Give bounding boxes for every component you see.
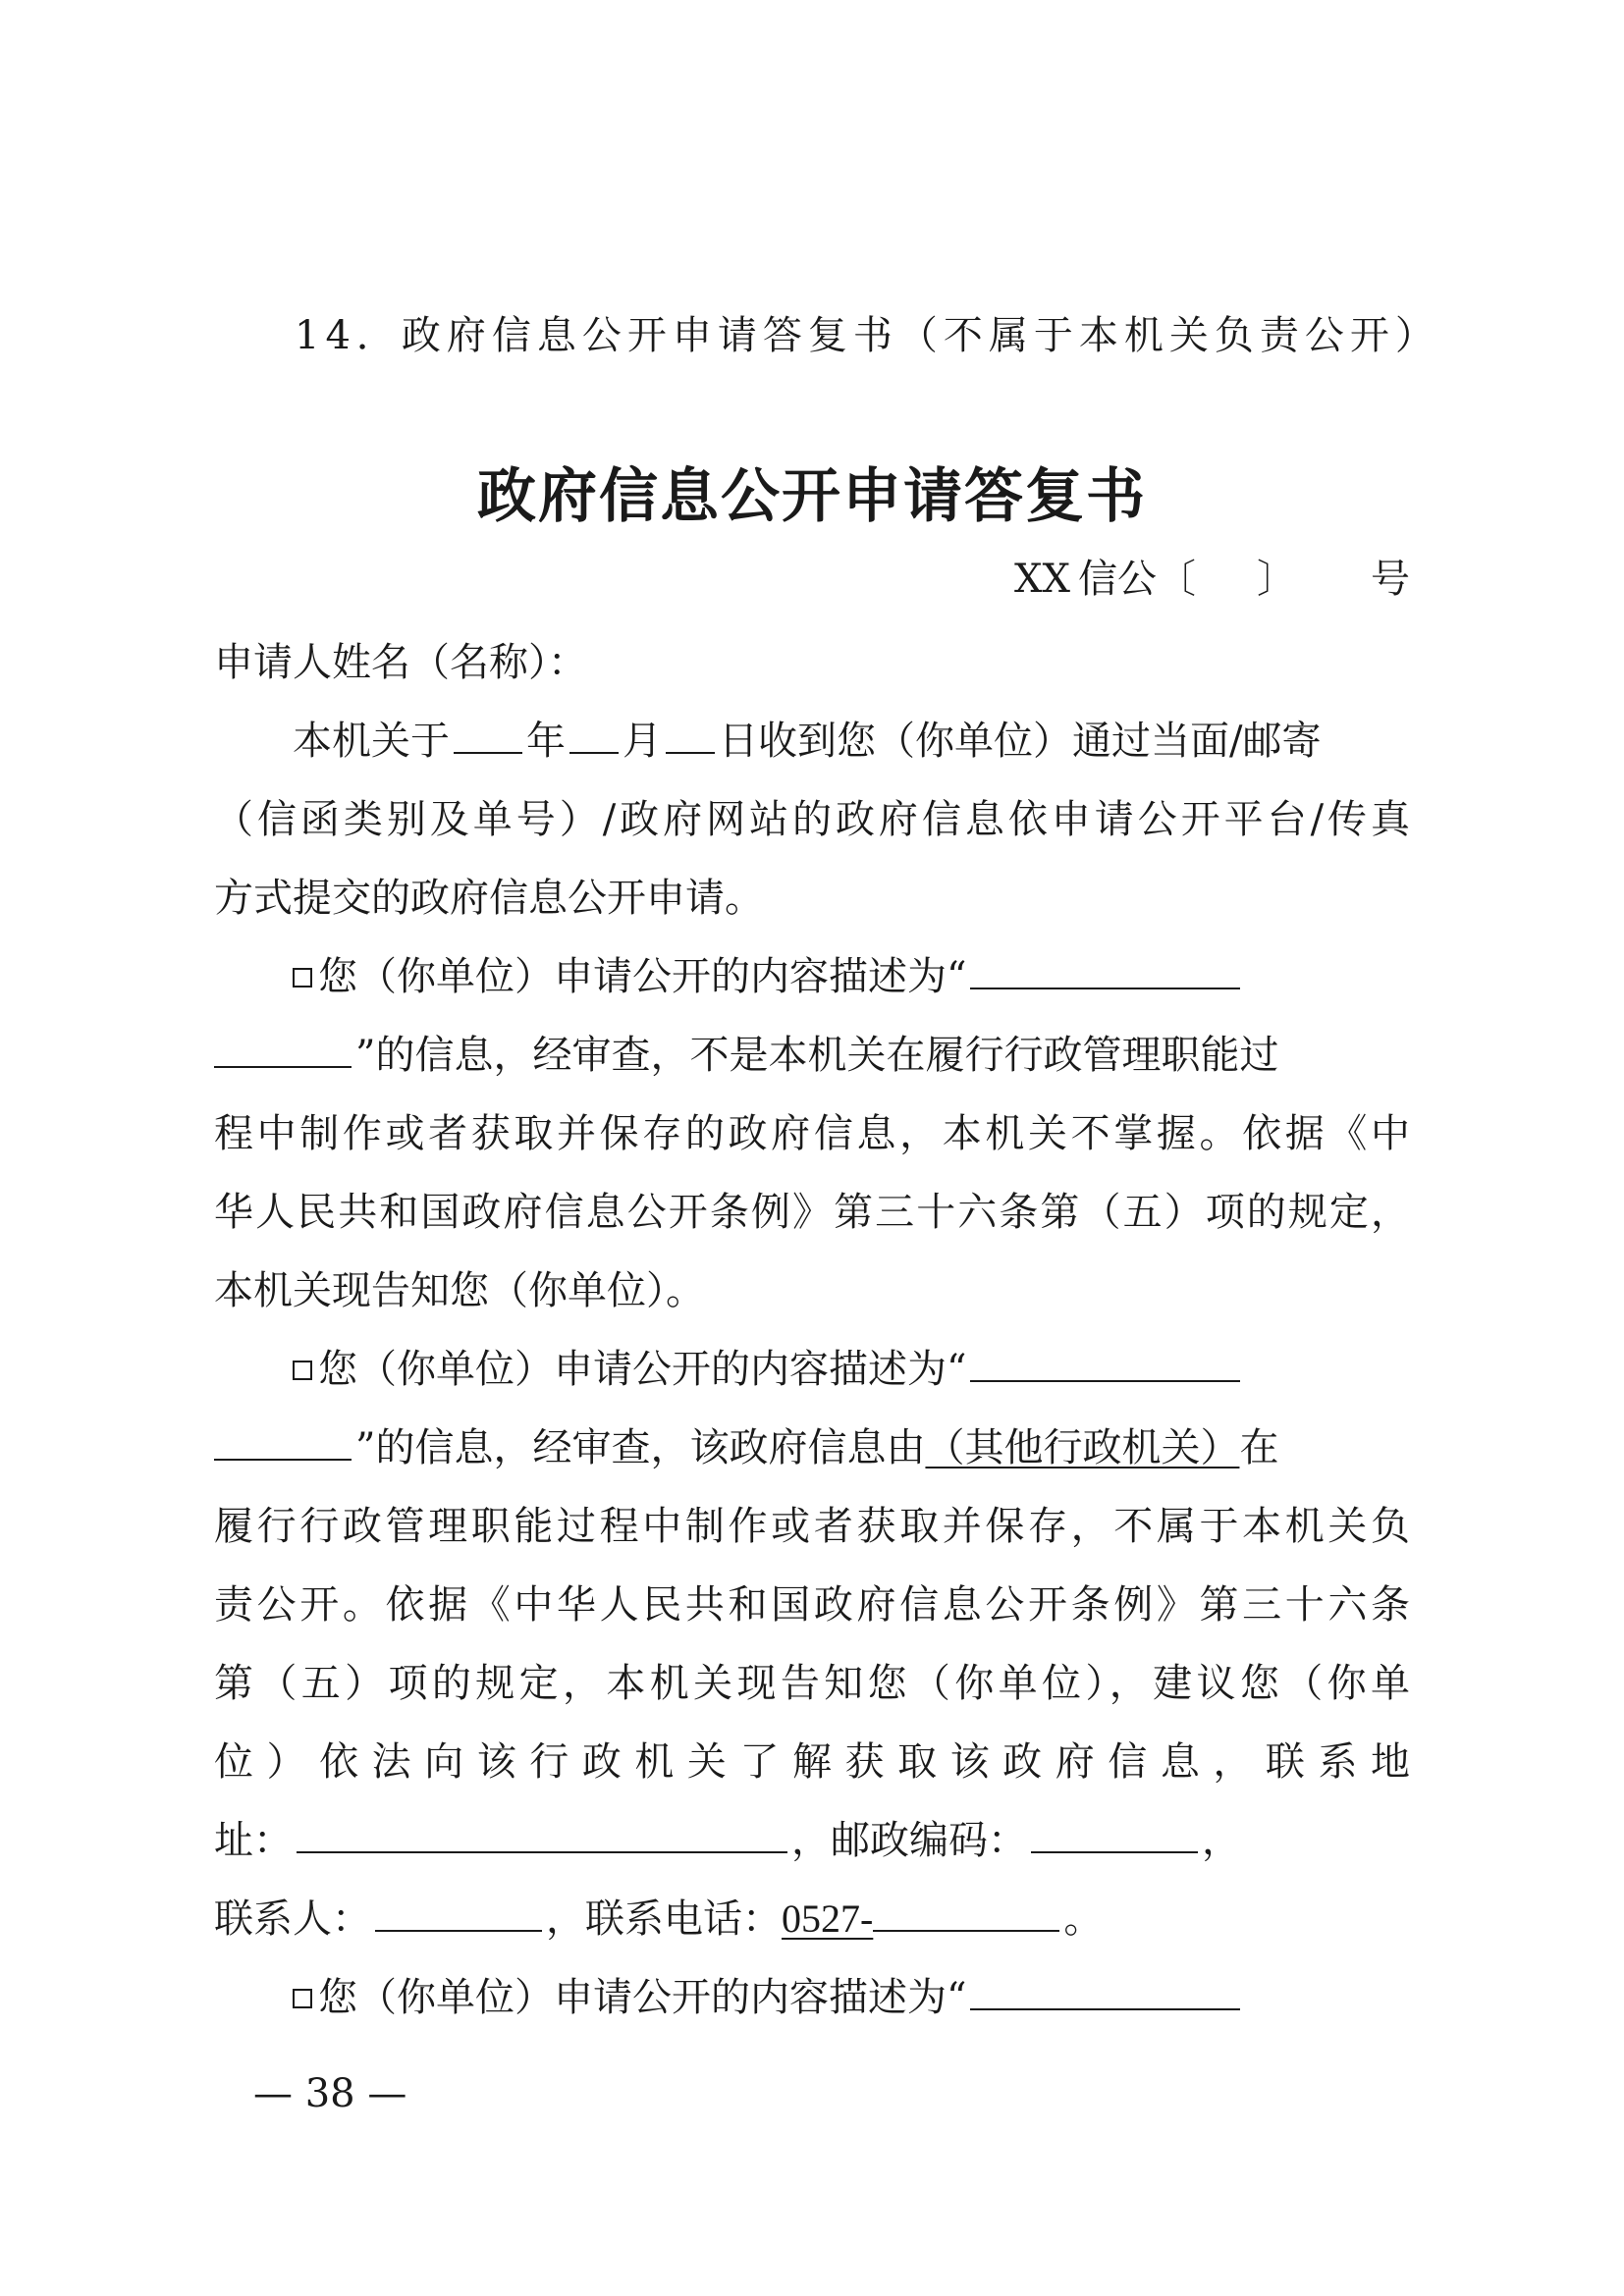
option2-text-2: ”的信息，经审查，该政府信息由 <box>355 1425 926 1470</box>
address-trailing-comma: ， <box>1202 1818 1241 1863</box>
option2-contact-line <box>214 1880 1410 1958</box>
option1-text-2: ”的信息，经审查，不是本机关在履行行政管理职能过 <box>355 1033 1279 1078</box>
receipt-month: 月 <box>623 719 662 764</box>
option2-text-1: 您（你单位）申请公开的内容描述为“ <box>318 1347 967 1392</box>
option2-address-line <box>214 1801 1410 1880</box>
applicant-label: 申请人姓名（名称）： <box>214 640 587 685</box>
option2-line-2 <box>214 1409 1410 1487</box>
address-blank[interactable] <box>297 1806 787 1853</box>
receipt-day-rest: 日收到您（你单位）通过当面/邮寄 <box>719 719 1322 764</box>
section-heading: 14．政府信息公开申请答复书（不属于本机关负责公开） <box>295 313 1440 358</box>
option1-line-1 <box>214 937 1410 1016</box>
option3-checkbox[interactable] <box>293 1989 312 2008</box>
option2-line-6: 位）依法向该行政机关了解获取该政府信息，联系地 <box>214 1739 1410 1785</box>
option1-line-2 <box>214 1016 1410 1095</box>
contact-person-blank[interactable] <box>375 1885 542 1932</box>
address-label: 址： <box>214 1818 293 1863</box>
doc-number-suffix: 号 <box>1371 557 1410 602</box>
document-title: 政府信息公开申请答复书 <box>477 462 1147 531</box>
document-body <box>214 623 1410 2037</box>
option1-line-4: 华人民共和国政府信息公开条例》第三十六条第（五）项的规定， <box>214 1190 1410 1235</box>
receipt-line-1 <box>214 702 1410 780</box>
postcode-blank[interactable] <box>1031 1806 1198 1853</box>
option3-text-1: 您（你单位）申请公开的内容描述为“ <box>318 1975 967 2020</box>
doc-number-label: 信公〔 <box>1078 557 1196 602</box>
year-blank[interactable] <box>454 707 522 754</box>
contact-label: 联系人： <box>214 1896 371 1942</box>
option1-checkbox[interactable] <box>293 968 312 988</box>
postcode-label: ，邮政编码： <box>791 1818 1027 1863</box>
phone-prefix[interactable]: 0527- <box>782 1896 874 1941</box>
other-agency-field[interactable]: （其他行政机关） <box>925 1425 1240 1470</box>
option1-content-blank-b[interactable] <box>214 1021 352 1068</box>
doc-number-close-bracket: 〕 <box>1257 557 1296 602</box>
receipt-line-3: 方式提交的政府信息公开申请。 <box>214 876 764 921</box>
option2-line-3: 履行行政管理职能过程中制作或者获取并保存，不属于本机关负 <box>214 1504 1410 1549</box>
day-blank[interactable] <box>666 707 715 754</box>
option2-line-4: 责公开。依据《中华人民共和国政府信息公开条例》第三十六条 <box>214 1582 1410 1628</box>
receipt-start: 本机关于 <box>293 719 450 764</box>
page-number: — 38 — <box>253 2071 407 2116</box>
contact-line-end: 。 <box>1063 1896 1104 1942</box>
doc-number-prefix: XX <box>1014 557 1070 602</box>
applicant-line <box>214 623 1410 702</box>
month-blank[interactable] <box>569 707 619 754</box>
option2-text-2-post: 在 <box>1239 1425 1279 1470</box>
receipt-line-2: （信函类别及单号）/政府网站的政府信息依申请公开平台/传真 <box>214 797 1410 842</box>
option1-line-5: 本机关现告知您（你单位）。 <box>214 1268 705 1313</box>
receipt-year: 年 <box>526 719 566 764</box>
option1-text-1: 您（你单位）申请公开的内容描述为“ <box>318 954 967 999</box>
option3-content-blank-a[interactable] <box>970 1963 1240 2010</box>
option2-checkbox[interactable] <box>293 1361 312 1380</box>
option2-line-1 <box>214 1330 1410 1409</box>
document-number <box>1014 548 1410 604</box>
option1-line-3: 程中制作或者获取并保存的政府信息，本机关不掌握。依据《中 <box>214 1111 1410 1156</box>
option2-content-blank-a[interactable] <box>970 1335 1240 1382</box>
option3-line-1 <box>214 1958 1410 2037</box>
phone-label: ，联系电话： <box>546 1896 782 1942</box>
option2-line-5: 第（五）项的规定，本机关现告知您（你单位），建议您（你单 <box>214 1661 1410 1706</box>
option2-content-blank-b[interactable] <box>214 1414 352 1461</box>
phone-number-blank[interactable] <box>873 1885 1059 1932</box>
option1-content-blank-a[interactable] <box>970 942 1240 989</box>
